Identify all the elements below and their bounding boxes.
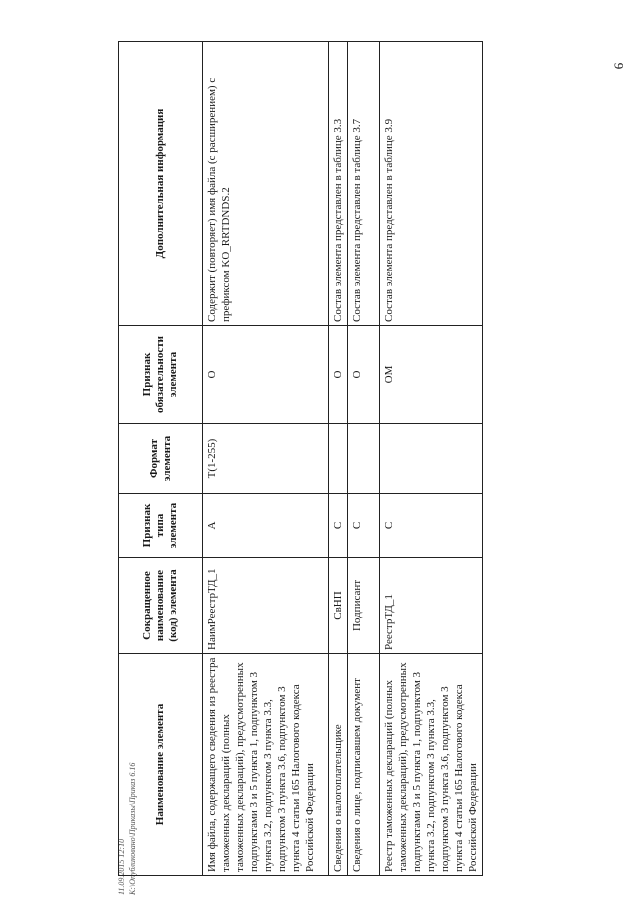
cell-format: [380, 424, 483, 494]
cell-type: А: [203, 494, 329, 558]
elements-table: [118, 41, 483, 876]
cell-code: НаимРеестрТД_1: [203, 558, 329, 654]
header-info: Дополнительная информация: [119, 42, 203, 326]
table-row: [329, 42, 348, 876]
header-name: Наименование элемента: [119, 654, 203, 876]
cell-name: Реестр таможенных деклараций (полных таможенных деклараций), предусмотренных подпунктами 3 и 5 пункта 1, подпунктом 3 пункта 3.2, подпунктом 3 пункта 3.3, подпунктом 3 пункта 3.6, подпунктом 3 пункта 4 статьи 165 Налогового кодекса Российской Федерации: [380, 654, 483, 876]
page-number: 9: [611, 62, 627, 70]
table-header-row: [119, 42, 203, 876]
header-code: Сокращенное наименование (код) элемента: [119, 558, 203, 654]
cell-name: Сведения о лице, подписавшем документ: [348, 654, 380, 876]
cell-code: Подписант: [348, 558, 380, 654]
footer-line1: 11.09.2015 12:10: [117, 838, 126, 895]
header-format: Формат элемента: [119, 424, 203, 494]
cell-info: Состав элемента представлен в таблице 3.9: [380, 42, 483, 326]
table-row: [348, 42, 380, 876]
cell-type: С: [329, 494, 348, 558]
table-row: [380, 42, 483, 876]
table-row: [203, 42, 329, 876]
cell-info: Содержит (повторяет) имя файла (с расширением) с префиксом KO_RRTDNDS.2: [203, 42, 329, 326]
cell-type: С: [348, 494, 380, 558]
cell-info: Состав элемента представлен в таблице 3.3: [329, 42, 348, 326]
cell-code: РеестрТД_1: [380, 558, 483, 654]
cell-format: [329, 424, 348, 494]
cell-name: Сведения о налогоплательщике: [329, 654, 348, 876]
cell-type: С: [380, 494, 483, 558]
cell-format: [348, 424, 380, 494]
cell-name: Имя файла, содержащего сведения из реестра таможенных деклараций (полных таможенных деклараций), предусмотренных подпунктами 3 и 5 пункта 1, подпунктом 3 пункта 3.2, подпунктом 3 пункта 3.3, подпунктом 3 пункта 3.6, подпунктом 3 пункта 4 статьи 165 Налогового кодекса Российской Федерации: [203, 654, 329, 876]
footer-line2: К:\Опубликовано\Приказы\Приказ 6.16: [128, 762, 137, 895]
cell-required: О: [348, 326, 380, 424]
cell-required: О: [203, 326, 329, 424]
cell-info: Состав элемента представлен в таблице 3.7: [348, 42, 380, 326]
cell-required: О: [329, 326, 348, 424]
cell-format: T(1-255): [203, 424, 329, 494]
rotated-table-container: [118, 42, 479, 876]
cell-required: ОМ: [380, 326, 483, 424]
header-required: Признак обязательности элемента: [119, 326, 203, 424]
cell-code: СвНП: [329, 558, 348, 654]
header-type: Признак типа элемента: [119, 494, 203, 558]
